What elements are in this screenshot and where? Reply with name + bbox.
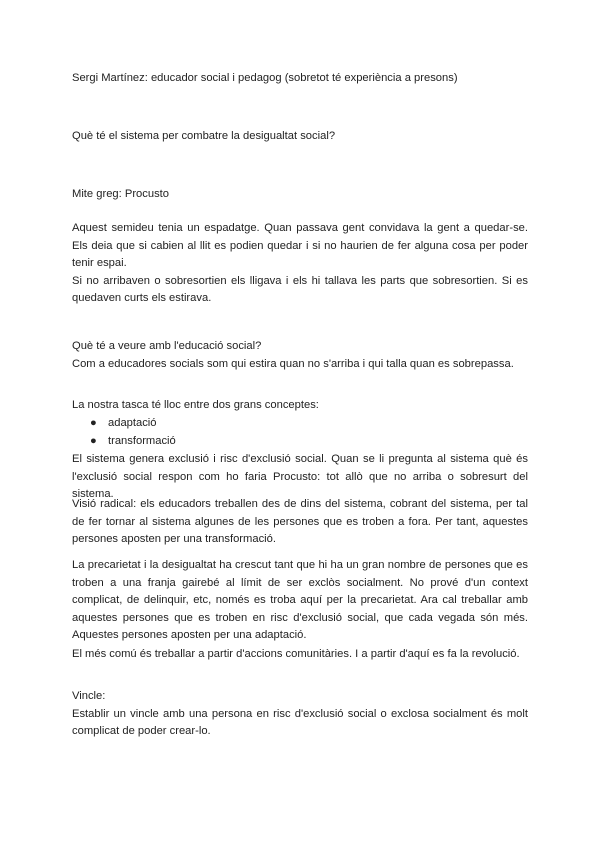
system-paragraph: El sistema genera exclusió i risc d'exclusió social. Quan se li pregunta al sistema què és l'exclusió social respon com ho faria Procusto: tot allò que no arriba o sobresurt del sistema. — [72, 453, 528, 500]
education-section — [72, 338, 528, 373]
bullet-icon: ● — [90, 417, 97, 429]
myth-section — [72, 220, 528, 308]
bond-title: Vincle: — [72, 690, 106, 702]
question-education: Què té a veure amb l'educació social? — [72, 340, 262, 352]
concept-label: transformació — [108, 434, 176, 447]
bond-paragraph: Establir un vincle amb una persona en risc d'exclusió social o exclosa socialment és molt complicat de poder crear-lo. — [72, 707, 528, 737]
document-header: Sergi Martínez: educador social i pedagog (sobretot té experiència a presons) — [72, 72, 458, 84]
myth-paragraph-1: Aquest semideu tenia un espadatge. Quan passava gent convidava la gent a quedar-se. Els deia que si cabien al llit es podien quedar i si no haurien de fer alguna cosa per poder tenir espai. — [72, 222, 528, 269]
concept-label: adaptació — [108, 417, 157, 429]
bullet-icon: ● — [90, 434, 97, 447]
bond-section — [72, 688, 528, 741]
precarity-paragraph: La precarietat i la desigualtat ha crescut tant que hi ha un gran nombre de persones que es troben a una franja gairebé al límit de ser exclòs socialment. No prové d'un context complicat, de delinquir, etc, només es troba aquí per la precarietat. Ara cal treballar amb aquestes persones que es troben en risc d'exclusió social, que cada vegada són més. Aquestes persones aposten per una adaptació. — [72, 559, 528, 641]
myth-paragraph-2: Si no arribaven o sobresortien els lligava i els hi tallava les parts que sobresortien. Si es quedaven curts els estirava. — [72, 274, 528, 304]
radical-paragraph: Visió radical: els educadors treballen des de dins del sistema, cobrant del sistema, per tal de fer tornar al sistema algunes de les persones que es troben a fora. Per tant, aquestes persones aposten per una transformació. — [72, 498, 528, 545]
concepts-list — [72, 415, 528, 450]
answer-education: Com a educadores socials som qui estira quan no s'arriba i qui talla quan es sobrepassa. — [72, 357, 514, 370]
task-intro: La nostra tasca té lloc entre dos grans conceptes: — [72, 399, 319, 411]
community-paragraph: El més comú és treballar a partir d'accions comunitàries. I a partir d'aquí es fa la revolució. — [72, 648, 520, 660]
question-system: Què té el sistema per combatre la desigualtat social? — [72, 130, 336, 142]
list-item — [72, 415, 528, 433]
list-item — [72, 433, 528, 451]
myth-title: Mite greg: Procusto — [72, 188, 170, 200]
